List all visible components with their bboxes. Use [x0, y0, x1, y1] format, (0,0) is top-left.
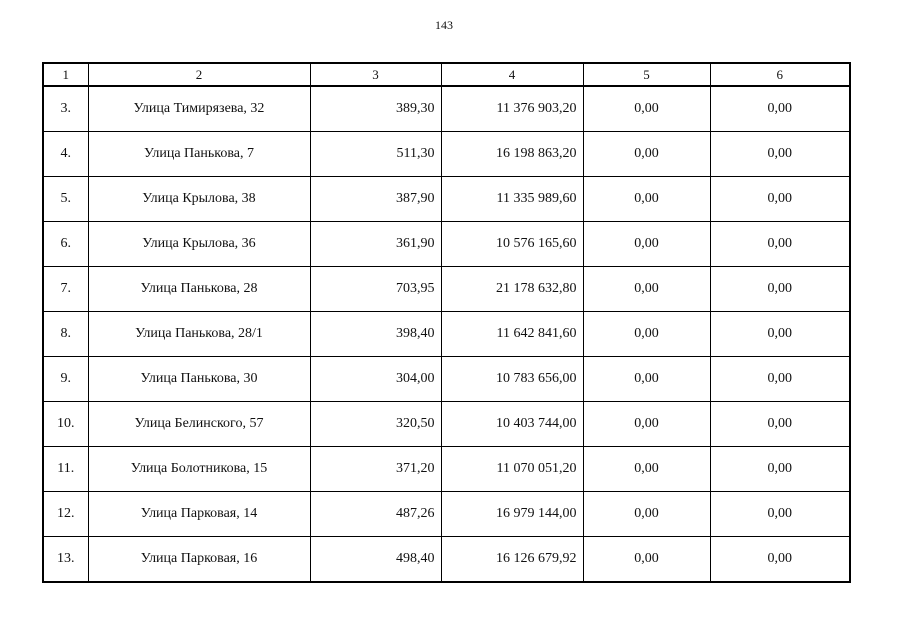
value-cell: 0,00 — [583, 402, 710, 447]
area-cell: 487,26 — [310, 492, 441, 537]
area-cell: 703,95 — [310, 267, 441, 312]
row-number-cell: 10. — [43, 402, 88, 447]
cost-cell: 10 403 744,00 — [441, 402, 583, 447]
cost-cell: 11 335 989,60 — [441, 177, 583, 222]
data-table — [42, 62, 851, 583]
cost-cell: 11 376 903,20 — [441, 86, 583, 132]
table-row — [43, 492, 850, 537]
cost-cell: 11 070 051,20 — [441, 447, 583, 492]
value-cell: 0,00 — [583, 357, 710, 402]
value-cell: 0,00 — [583, 177, 710, 222]
row-number-cell: 5. — [43, 177, 88, 222]
value-cell: 0,00 — [710, 357, 850, 402]
value-cell: 0,00 — [710, 86, 850, 132]
column-header: 5 — [583, 63, 710, 86]
area-cell: 398,40 — [310, 312, 441, 357]
address-cell: Улица Панькова, 28 — [88, 267, 310, 312]
address-cell: Улица Крылова, 36 — [88, 222, 310, 267]
area-cell: 304,00 — [310, 357, 441, 402]
area-cell: 511,30 — [310, 132, 441, 177]
row-number-cell: 6. — [43, 222, 88, 267]
address-cell: Улица Крылова, 38 — [88, 177, 310, 222]
area-cell: 498,40 — [310, 537, 441, 583]
area-cell: 371,20 — [310, 447, 441, 492]
value-cell: 0,00 — [710, 312, 850, 357]
value-cell: 0,00 — [710, 537, 850, 583]
value-cell: 0,00 — [710, 447, 850, 492]
row-number-cell: 3. — [43, 86, 88, 132]
cost-cell: 16 126 679,92 — [441, 537, 583, 583]
column-header: 4 — [441, 63, 583, 86]
table-row — [43, 222, 850, 267]
value-cell: 0,00 — [583, 312, 710, 357]
area-cell: 389,30 — [310, 86, 441, 132]
column-header: 1 — [43, 63, 88, 86]
value-cell: 0,00 — [583, 267, 710, 312]
value-cell: 0,00 — [710, 222, 850, 267]
table-row — [43, 267, 850, 312]
table-row — [43, 402, 850, 447]
cost-cell: 10 576 165,60 — [441, 222, 583, 267]
cost-cell: 10 783 656,00 — [441, 357, 583, 402]
value-cell: 0,00 — [583, 132, 710, 177]
value-cell: 0,00 — [583, 86, 710, 132]
column-header: 3 — [310, 63, 441, 86]
row-number-cell: 12. — [43, 492, 88, 537]
value-cell: 0,00 — [710, 132, 850, 177]
cost-cell: 16 198 863,20 — [441, 132, 583, 177]
row-number-cell: 13. — [43, 537, 88, 583]
table-row — [43, 86, 850, 132]
area-cell: 320,50 — [310, 402, 441, 447]
column-header: 2 — [88, 63, 310, 86]
table-row — [43, 537, 850, 583]
value-cell: 0,00 — [710, 177, 850, 222]
column-header: 6 — [710, 63, 850, 86]
value-cell: 0,00 — [710, 267, 850, 312]
cost-cell: 16 979 144,00 — [441, 492, 583, 537]
table-row — [43, 177, 850, 222]
table-row — [43, 132, 850, 177]
table-row — [43, 357, 850, 402]
address-cell: Улица Белинского, 57 — [88, 402, 310, 447]
address-cell: Улица Панькова, 7 — [88, 132, 310, 177]
value-cell: 0,00 — [583, 447, 710, 492]
area-cell: 361,90 — [310, 222, 441, 267]
table-body — [43, 86, 850, 582]
address-cell: Улица Парковая, 16 — [88, 537, 310, 583]
value-cell: 0,00 — [583, 537, 710, 583]
row-number-cell: 9. — [43, 357, 88, 402]
address-cell: Улица Панькова, 30 — [88, 357, 310, 402]
address-cell: Улица Парковая, 14 — [88, 492, 310, 537]
address-cell: Улица Панькова, 28/1 — [88, 312, 310, 357]
value-cell: 0,00 — [583, 492, 710, 537]
value-cell: 0,00 — [710, 402, 850, 447]
table-header-row — [43, 63, 850, 86]
area-cell: 387,90 — [310, 177, 441, 222]
row-number-cell: 4. — [43, 132, 88, 177]
row-number-cell: 7. — [43, 267, 88, 312]
cost-cell: 21 178 632,80 — [441, 267, 583, 312]
table-row — [43, 312, 850, 357]
value-cell: 0,00 — [710, 492, 850, 537]
table-row — [43, 447, 850, 492]
value-cell: 0,00 — [583, 222, 710, 267]
row-number-cell: 8. — [43, 312, 88, 357]
address-cell: Улица Тимирязева, 32 — [88, 86, 310, 132]
cost-cell: 11 642 841,60 — [441, 312, 583, 357]
address-cell: Улица Болотникова, 15 — [88, 447, 310, 492]
row-number-cell: 11. — [43, 447, 88, 492]
page-number: 143 — [435, 18, 453, 32]
